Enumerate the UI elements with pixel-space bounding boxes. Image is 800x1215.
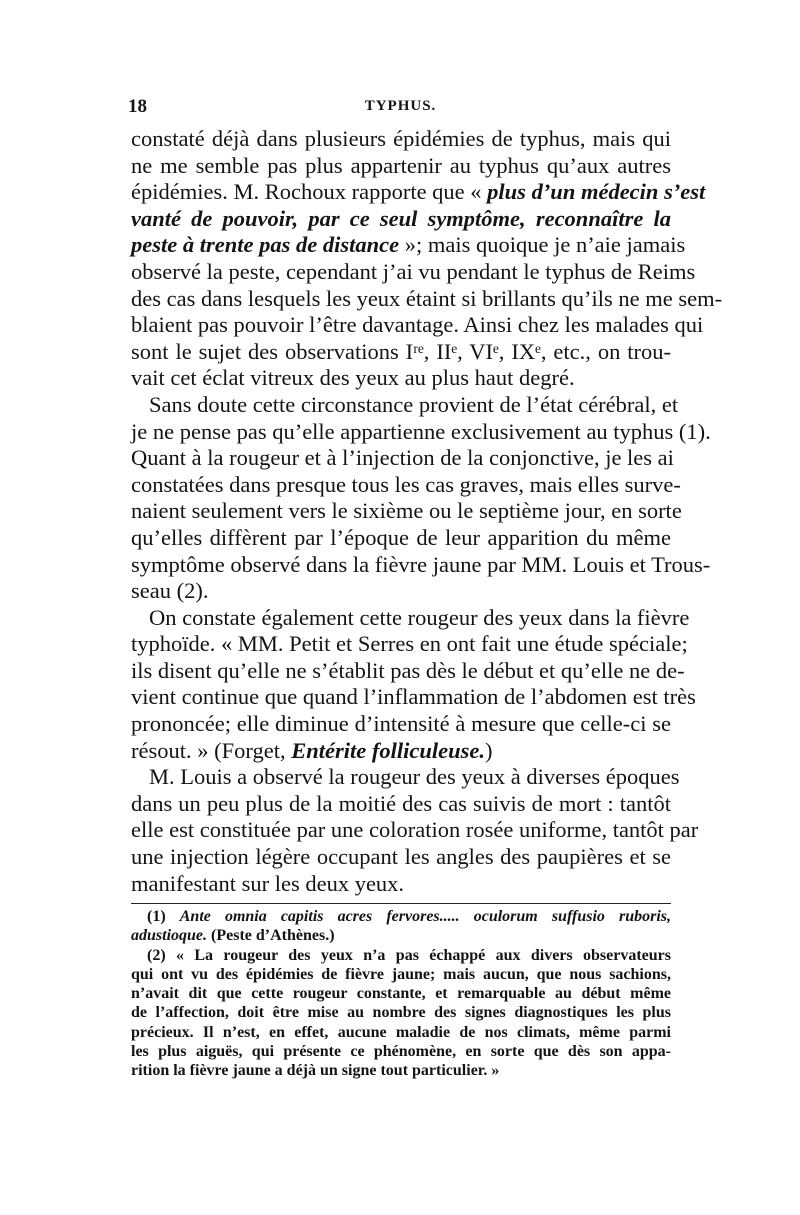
text-segment: vait cet éclat vitreux des yeux au plus haut degré.	[131, 365, 575, 391]
body-line	[131, 817, 699, 844]
text-segment: Sans doute cette circonstance provient de l’état cérébral, et	[149, 391, 679, 417]
text-segment: (1)	[147, 908, 180, 925]
italic-text: adustioque.	[131, 927, 208, 945]
footnote-line	[131, 946, 671, 965]
body-line	[131, 871, 671, 898]
body-line	[131, 445, 674, 472]
text-segment: prononcée; elle diminue d’intensité à mesure que celle-ci se	[131, 711, 671, 737]
footnote-line	[131, 1003, 671, 1022]
text-segment: une injection légère occupant les angles des paupières et se	[131, 844, 671, 870]
italic-text: Ante omnia capitis acres fervores..... oculorum suffusio ruboris,	[179, 908, 672, 925]
text-segment: ne me semble pas plus appartenir au typhus qu’aux autres	[131, 152, 671, 178]
text-segment: n’avait dit que cette rougeur constante, et remarquable au début même	[131, 985, 671, 1003]
body-line	[131, 791, 671, 818]
text-segment: des cas dans lesquels les yeux étaint si brillants qu’ils ne me sem-	[131, 285, 723, 311]
body-line	[131, 684, 696, 711]
body-line	[131, 551, 711, 579]
body-line	[131, 631, 688, 658]
body-line	[131, 471, 681, 499]
italic-text: peste à trente pas de distance	[131, 232, 400, 258]
body-line	[131, 418, 711, 446]
body-line	[131, 312, 704, 339]
text-segment: constaté déjà dans plusieurs épidémies de typhus, mais qui	[131, 126, 671, 151]
text-segment: constatées dans presque tous les cas graves, mais elles surve-	[131, 471, 681, 497]
body-line	[131, 232, 686, 259]
text-segment: manifestant sur les deux yeux.	[131, 870, 405, 896]
body-line	[131, 604, 690, 632]
footnote-line	[131, 1061, 671, 1080]
body-line	[131, 179, 706, 206]
running-title: TYPHUS.	[364, 98, 437, 114]
body-line	[131, 258, 696, 286]
text-segment: vient continue que quand l’inflammation de l’abdomen est très	[131, 684, 696, 710]
footnote-separator	[131, 903, 671, 904]
footnote-line	[131, 1023, 671, 1042]
text-segment: épidémies. M. Rochoux rapporte que «	[131, 179, 488, 205]
footnote-line	[131, 907, 671, 926]
text-segment: observé la peste, cependant j’ai vu pendant le typhus de Reims	[131, 258, 696, 284]
italic-text: Entérite folliculeuse.	[291, 737, 485, 763]
text-segment: M. Louis a observé la rougeur des yeux à diverses époques	[149, 764, 680, 790]
text-segment: de l’affection, doit être mise au nombre des signes diagnostiques les plus	[131, 1004, 671, 1022]
page-header	[128, 96, 673, 120]
text-segment: je ne pense pas qu’elle appartienne exclusivement au typhus (1).	[131, 418, 711, 444]
italic-text: vanté de pouvoir, par ce seul symptôme, reconnaître la	[131, 205, 671, 231]
body-line	[131, 525, 671, 552]
text-segment: qu’elles diffèrent par l’époque de leur apparition du même	[131, 524, 671, 550]
body-line	[131, 206, 671, 233]
page-number: 18	[128, 96, 147, 117]
text-segment: rition la fièvre jaune a déjà un signe tout particulier. »	[131, 1062, 500, 1080]
body-line	[131, 711, 671, 738]
text-segment: (2) « La rougeur des yeux n’a pas échappé aux divers observateurs	[147, 946, 671, 964]
text-segment: typhoïde. « MM. Petit et Serres en ont fait une étude spéciale;	[131, 631, 688, 657]
text-segment: les plus aiguës, qui présente ce phénomène, en sorte que dès son appa-	[131, 1043, 671, 1061]
body-text	[131, 126, 723, 897]
text-segment: sont le sujet des observations Iʳᵉ, IIᵉ, VIᵉ, IXᵉ, etc., on trou-	[131, 338, 671, 364]
footnote-line	[131, 926, 671, 945]
body-line	[131, 764, 680, 791]
text-segment: elle est constituée par une coloration rosée uniforme, tantôt par	[131, 817, 699, 843]
body-line	[131, 578, 671, 605]
body-line	[131, 365, 671, 392]
footnote-line	[131, 1042, 671, 1061]
italic-text: plus d’un médecin s’est	[487, 179, 706, 205]
text-segment: seau (2).	[131, 578, 209, 604]
text-segment: naient seulement vers le sixième ou le septième jour, en sorte	[131, 498, 682, 524]
body-line	[131, 153, 671, 180]
text-segment: symptôme observé dans la fièvre jaune par MM. Louis et Trous-	[131, 551, 711, 577]
body-line	[131, 498, 682, 525]
text-segment: Quant à la rougeur et à l’injection de la conjonctive, je les ai	[131, 445, 674, 471]
text-segment: ils disent qu’elle ne s’établit pas dès le début et qu’elle ne de-	[131, 657, 685, 683]
footnote-line	[131, 965, 671, 984]
text-segment: )	[484, 737, 493, 763]
text-segment: (Peste d’Athènes.)	[207, 927, 335, 945]
body-line	[131, 285, 723, 313]
text-segment: dans un peu plus de la moitié des cas suivis de mort : tantôt	[131, 790, 671, 816]
text-segment: blaient pas pouvoir l’être davantage. Ainsi chez les malades qui	[131, 312, 704, 338]
body-line	[131, 391, 679, 419]
body-line	[131, 657, 685, 685]
footnotes	[131, 907, 671, 1081]
body-line	[131, 738, 671, 765]
text-segment: qui ont vu des épidémies de fièvre jaune; mais aucun, que nous sachions,	[131, 965, 671, 983]
text-segment: »; mais quoique je n’aie jamais	[399, 232, 686, 258]
text-segment: résout. » (Forget,	[131, 737, 292, 763]
body-line	[131, 844, 671, 871]
footnote-line	[131, 984, 671, 1003]
body-line	[131, 126, 671, 153]
text-segment: précieux. Il n’est, en effet, aucune maladie de nos climats, même parmi	[131, 1023, 671, 1041]
text-segment: On constate également cette rougeur des yeux dans la fièvre	[149, 604, 690, 630]
body-line	[131, 339, 671, 366]
